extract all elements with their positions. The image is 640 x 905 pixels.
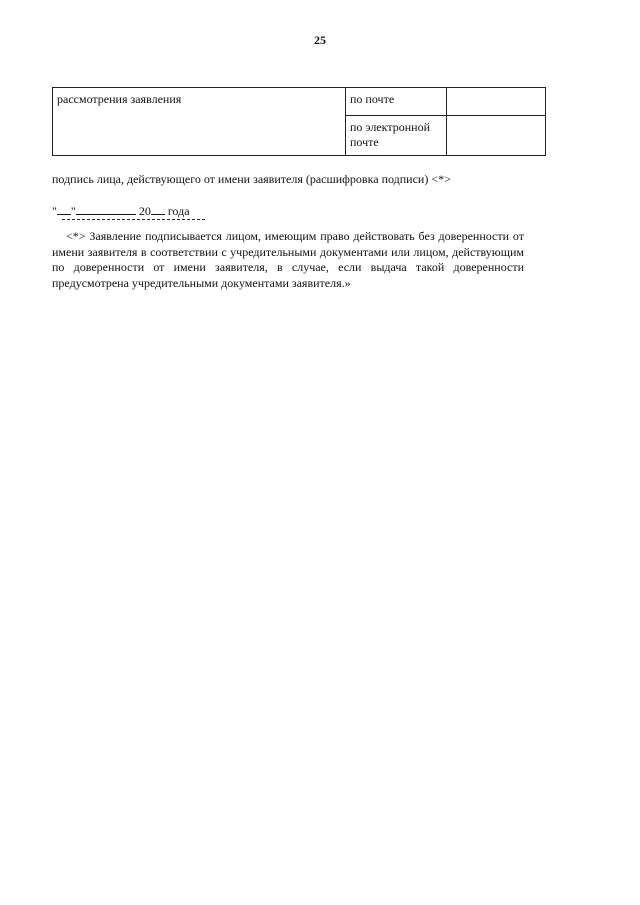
signature-caption: подпись лица, действующего от имени заявителя (расшифровка подписи) <*> — [52, 172, 451, 186]
month-blank[interactable] — [76, 203, 136, 215]
footnote-separator — [62, 219, 205, 220]
date-quote-open: " — [52, 204, 57, 218]
year-prefix: 20 — [138, 204, 151, 218]
footnote — [52, 229, 524, 291]
year-blank[interactable] — [151, 203, 165, 215]
delivery-method-table — [52, 87, 546, 156]
table-row — [53, 88, 546, 116]
table-cell-checkbox-post[interactable] — [447, 88, 546, 116]
date-line — [52, 203, 190, 219]
date-quote-close: " — [70, 204, 76, 218]
table-cell-label: рассмотрения заявления — [53, 88, 346, 156]
day-blank[interactable] — [57, 203, 71, 215]
table-cell-method-email: по электронной почте — [346, 116, 447, 156]
date-suffix: года — [167, 204, 190, 218]
page-number: 25 — [314, 33, 326, 47]
table-cell-checkbox-email[interactable] — [447, 116, 546, 156]
table-cell-method-post: по почте — [346, 88, 447, 116]
footnote-text: <*> Заявление подписывается лицом, имеющим право действовать без доверенности от имени заявителя в соответствии с учредительными документами или лицом, действующим по доверенности от имени заявителя, в случае, если выдача такой доверенности предусмотрена учредительными документами заявителя.» — [52, 229, 524, 290]
